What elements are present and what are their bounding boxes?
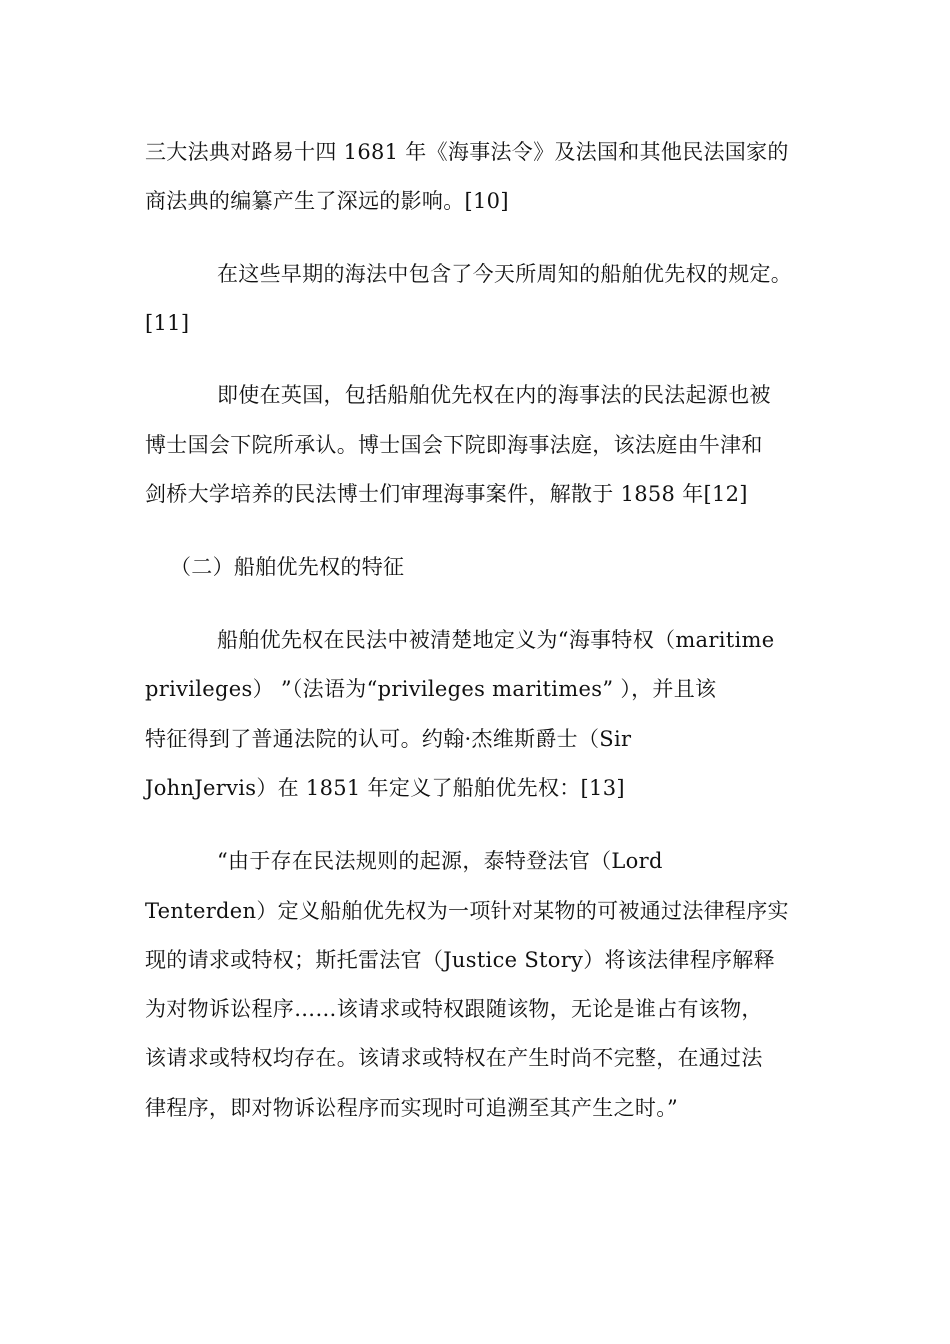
paragraph-3-line-1: 即使在英国，包括船舶优先权在内的海事法的民法起源也被 xyxy=(217,383,771,407)
paragraph-2-line-1: 在这些早期的海法中包含了今天所周知的船舶优先权的规定。 xyxy=(217,262,793,286)
paragraph-4-line-3: 特征得到了普通法院的认可。约翰·杰维斯爵士（Sir xyxy=(145,727,632,751)
paragraph-5-line-5: 该请求或特权均存在。该请求或特权在产生时尚不完整，在通过法 xyxy=(145,1046,763,1070)
paragraph-5-line-4: 为对物诉讼程序……该请求或特权跟随该物，无论是谁占有该物， xyxy=(145,997,763,1021)
paragraph-5-line-3: 现的请求或特权；斯托雷法官（Justice Story）将该法律程序解释 xyxy=(145,948,775,972)
paragraph-1-line-1: 三大法典对路易十四 1681 年《海事法令》及法国和其他民法国家的 xyxy=(145,140,789,164)
paragraph-2-line-2: [11] xyxy=(145,311,190,335)
paragraph-5-line-6: 律程序，即对物诉讼程序而实现时可追溯至其产生之时。” xyxy=(145,1096,679,1120)
paragraph-5-line-1: “由于存在民法规则的起源，泰特登法官（Lord xyxy=(217,849,663,873)
section-heading: （二）船舶优先权的特征 xyxy=(170,555,405,579)
paragraph-4-line-1: 船舶优先权在民法中被清楚地定义为“海事特权（maritime xyxy=(217,628,775,652)
paragraph-3-line-2: 博士国会下院所承认。博士国会下院即海事法庭，该法庭由牛津和 xyxy=(145,433,763,457)
paragraph-3-line-3: 剑桥大学培养的民法博士们审理海事案件，解散于 1858 年[12] xyxy=(145,482,748,506)
paragraph-4-line-4: JohnJervis）在 1851 年定义了船舶优先权：[13] xyxy=(145,776,625,800)
paragraph-1-line-2: 商法典的编纂产生了深远的影响。[10] xyxy=(145,189,509,213)
paragraph-5-line-2: Tenterden）定义船舶优先权为一项针对某物的可被通过法律程序实 xyxy=(145,899,789,923)
paragraph-4-line-2: privileges） ”（法语为“privileges maritimes” ），并且该 xyxy=(145,677,717,701)
